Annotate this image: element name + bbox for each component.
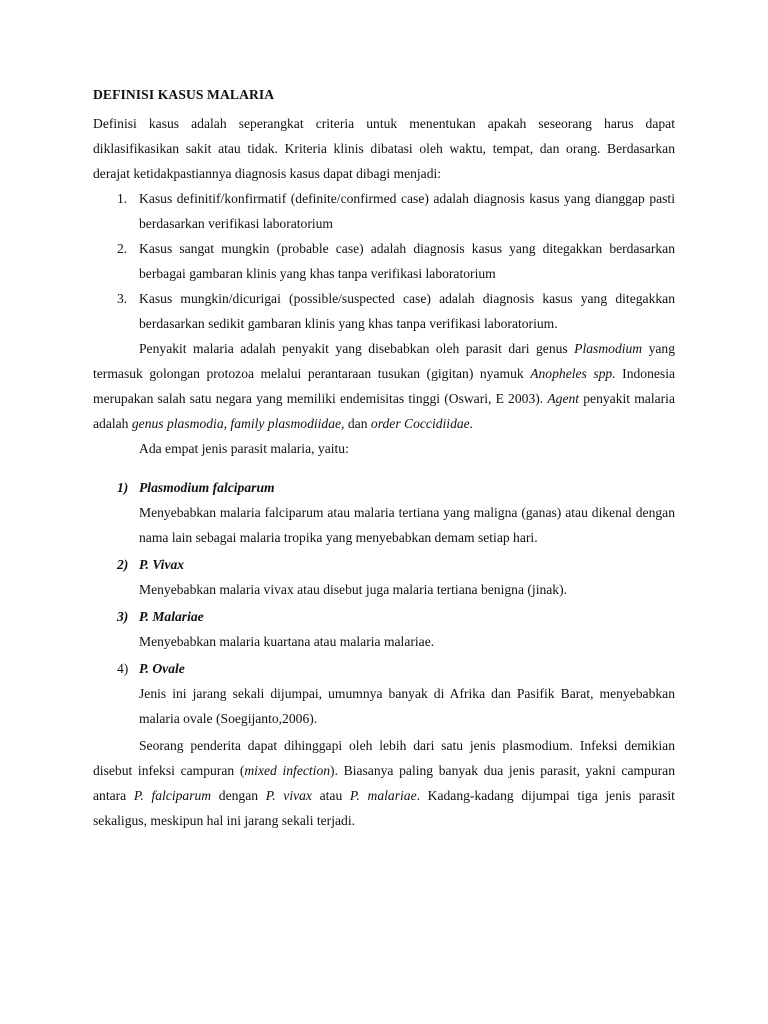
text-run: dan — [344, 416, 371, 431]
species-number: 2) — [117, 557, 129, 572]
vector-name: Anopheles spp. — [530, 366, 616, 381]
document-page — [93, 86, 675, 833]
species-heading — [93, 656, 675, 681]
intro-paragraph: Definisi kasus adalah seperangkat criteria untuk menentukan apakah seseorang harus dapat diklasifikasikan sakit atau tidak. Kriteria klinis dibatasi oleh waktu, tempat, dan orang. Berdasarkan derajat ketidakpastiannya diagnosis kasus dapat dibagi menjadi: — [93, 116, 675, 181]
criteria-number: 3. — [117, 291, 128, 306]
text-run: atau — [311, 788, 350, 803]
species-description: Menyebabkan malaria vivax atau disebut juga malaria tertiana benigna (jinak). — [139, 582, 568, 597]
text-run: penyakit malaria adalah — [93, 391, 675, 431]
species-description: Jenis ini jarang sekali dijumpai, umumnya banyak di Afrika dan Pasifik Barat, menyebabkan malaria ovale (Soegijanto,2006). — [139, 686, 675, 726]
spacer — [93, 461, 675, 475]
criteria-item — [93, 186, 675, 236]
text-run: Indonesia merupakan salah satu negara yang memiliki endemisitas tinggi (Oswari, E 2003). — [93, 366, 676, 406]
species-number: 3) — [117, 609, 129, 624]
text-run: Penyakit malaria adalah penyakit yang disebabkan oleh parasit dari genus — [139, 341, 575, 356]
criteria-number: 2. — [117, 241, 128, 256]
species-name: P. Malariae — [139, 609, 204, 624]
mixed-infection-term: mixed infection — [244, 763, 331, 778]
species-description: Menyebabkan malaria falciparum atau malaria tertiana yang maligna (ganas) atau dikenal dengan nama lain sebagai malaria tropika yang menyebabkan demam setiap hari. — [139, 505, 675, 545]
text-run: dengan — [211, 788, 266, 803]
criteria-list — [93, 186, 675, 336]
text-run: ). Biasanya paling banyak dua jenis parasit, yakni campuran antara — [93, 763, 675, 803]
criteria-item — [93, 236, 675, 286]
mixed-infection-paragraph — [93, 733, 675, 833]
species-number: 4) — [117, 661, 129, 676]
criteria-text: Kasus definitif/konfirmatif (definite/confirmed case) adalah diagnosis kasus yang dianggap pasti berdasarkan verifikasi laboratorium — [139, 191, 675, 231]
text-run: Seorang penderita dapat dihinggapi oleh lebih dari satu jenis plasmodium. Infeksi demikian disebut infeksi campuran ( — [93, 738, 675, 778]
criteria-text: Kasus mungkin/dicurigai (possible/suspected case) adalah diagnosis kasus yang ditegakkan berdasarkan sedikit gambaran klinis yang khas tanpa verifikasi laboratorium. — [139, 291, 675, 331]
malaria-definition-paragraph — [93, 336, 675, 436]
species-term: P. vivax — [265, 788, 312, 803]
text-run: yang termasuk golongan protozoa melalui perantaraan tusukan (gigitan) nyamuk — [93, 341, 675, 381]
species-heading — [93, 475, 675, 500]
criteria-text: Kasus sangat mungkin (probable case) adalah diagnosis kasus yang ditegakkan berdasarkan berbagai gambaran klinis yang khas tanpa verifikasi laboratorium — [139, 241, 675, 281]
species-term: P. malariae — [349, 788, 417, 803]
genus-name: Plasmodium — [574, 341, 643, 356]
order-term: order Coccidiidae. — [370, 416, 474, 431]
document-title: DEFINISI KASUS MALARIA — [93, 87, 275, 102]
species-heading — [93, 604, 675, 629]
species-name: Plasmodium falciparum — [139, 480, 275, 495]
agent-term: Agent — [547, 391, 580, 406]
text-run: . Kadang-kadang dijumpai tiga jenis parasit sekaligus, meskipun hal ini jarang sekali terjadi. — [93, 788, 675, 828]
species-heading — [93, 552, 675, 577]
taxonomy-term: genus plasmodia, family plasmodiidae, — [131, 416, 345, 431]
species-description: Menyebabkan malaria kuartana atau malaria malariae. — [139, 634, 435, 649]
species-intro: Ada empat jenis parasit malaria, yaitu: — [139, 441, 349, 456]
species-term: P. falciparum — [133, 788, 212, 803]
criteria-number: 1. — [117, 191, 128, 206]
species-number: 1) — [117, 480, 129, 495]
species-name: P. Ovale — [139, 661, 185, 676]
species-name: P. Vivax — [139, 557, 185, 572]
criteria-item — [93, 286, 675, 336]
